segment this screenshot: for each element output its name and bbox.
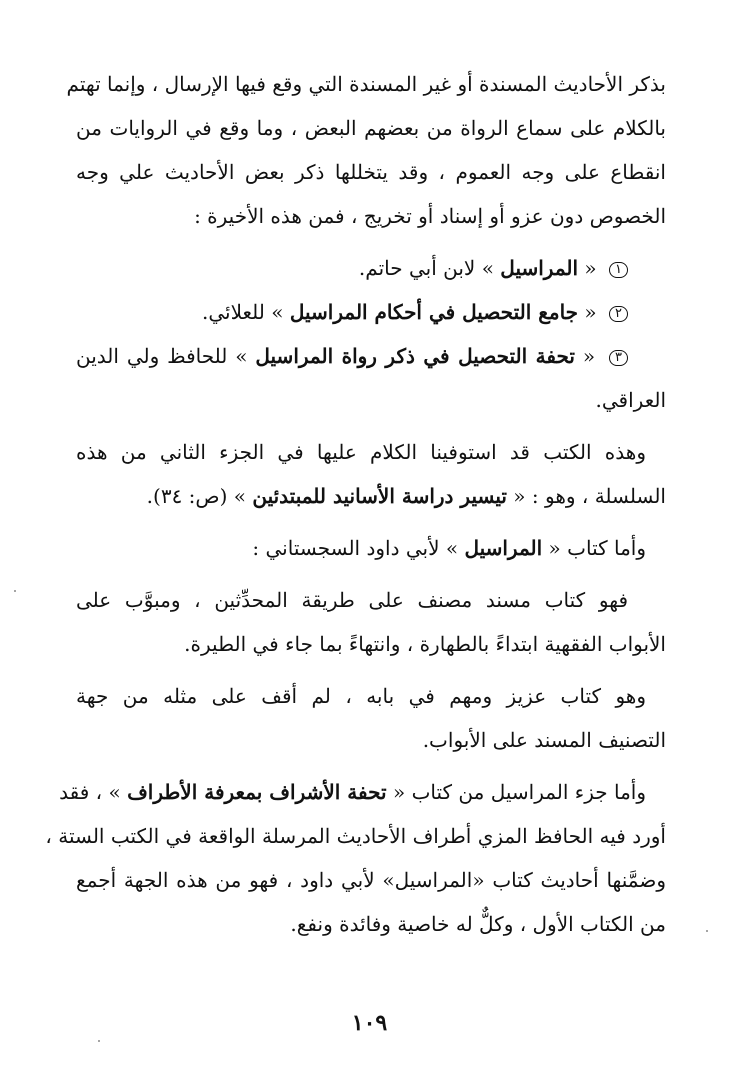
list-item-continuation: العراقي. [595,388,666,412]
paragraph-line: وهذه الكتب قد استوفينا الكلام عليها في الجزء الثاني من هذه [76,440,646,464]
book-title: تحفة الأشراف بمعرفة الأطراف [127,780,387,804]
paragraph-line: الأبواب الفقهية ابتداءً بالطهارة ، وانتهاءً بما جاء في الطيرة. [184,632,666,656]
text-run: وأما كتاب « [548,536,646,560]
quote-close: » [235,344,248,368]
paragraph-line: التصنيف المسند على الأبواب. [422,728,666,752]
text-run: وأما جزء المراسيل من كتاب « [392,780,646,804]
paragraph-line: وضمَّنها أحاديث كتاب «المراسيل» لأبي داود ، فهو من هذه الجهة أجمع [76,868,666,892]
list-number: ١ [609,262,628,278]
book-title: المراسيل [500,256,579,280]
text-run: » (ص: ٣٤). [146,484,246,508]
book-title: تحفة التحصيل في ذكر رواة المراسيل [255,344,576,368]
paragraph-line: بالكلام على سماع الرواة من بعضهم البعض ، وما وقع في الروايات من [76,116,666,140]
quote-open: « [584,300,597,324]
list-item [76,246,666,290]
paragraph-line: الخصوص دون عزو أو إسناد أو تخريج ، فمن هذه الأخيرة : [194,204,666,228]
quote-open: « [582,344,596,368]
body-text [45,62,666,946]
book-title: المراسيل [464,536,543,560]
list-item-rest: للحافظ ولي الدين [76,344,228,368]
list-item-rest: لابن أبي حاتم. [358,256,476,280]
scan-speck [98,1040,100,1042]
quote-close: » [271,300,284,324]
page-number: ١٠٩ [351,1010,388,1036]
book-title: جامع التحصيل في أحكام المراسيل [289,300,579,324]
quote-open: « [584,256,597,280]
paragraph-line: وهو كتاب عزيز ومهم في بابه ، لم أقف على مثله من جهة [76,684,646,708]
quote-close: » [481,256,494,280]
text-run: » لأبي داود السجستاني : [252,536,459,560]
text-run: » ، فقد [59,780,121,804]
paragraph-line: بذكر الأحاديث المسندة أو غير المسندة التي وقع فيها الإرسال ، وإنما تهتم [66,72,666,96]
list-item [76,290,666,334]
list-item-rest: للعلائي. [201,300,265,324]
paragraph-line [76,474,666,518]
paragraph-line: انقطاع على وجه العموم ، وقد يتخللها ذكر بعض الأحاديث علي وجه [76,160,666,184]
list-number: ٢ [609,306,628,322]
scan-speck [14,590,16,592]
paragraph-line [59,770,666,814]
text-run: السلسلة ، وهو : « [513,484,666,508]
scan-speck [706,930,708,932]
paragraph-line: أورد فيه الحافظ المزي أطراف الأحاديث المرسلة الواقعة في الكتب الستة ، [45,824,666,848]
paragraph-line [76,526,666,570]
paragraph-line: فهو كتاب مسند مصنف على طريقة المحدِّثين ، ومبوَّب على [76,588,628,612]
book-title: تيسير دراسة الأسانيد للمبتدئين [252,484,507,508]
paragraph-line: من الكتاب الأول ، وكلٌّ له خاصية وفائدة ونفع. [290,912,666,936]
list-item [76,334,666,378]
list-number: ٣ [609,350,628,366]
